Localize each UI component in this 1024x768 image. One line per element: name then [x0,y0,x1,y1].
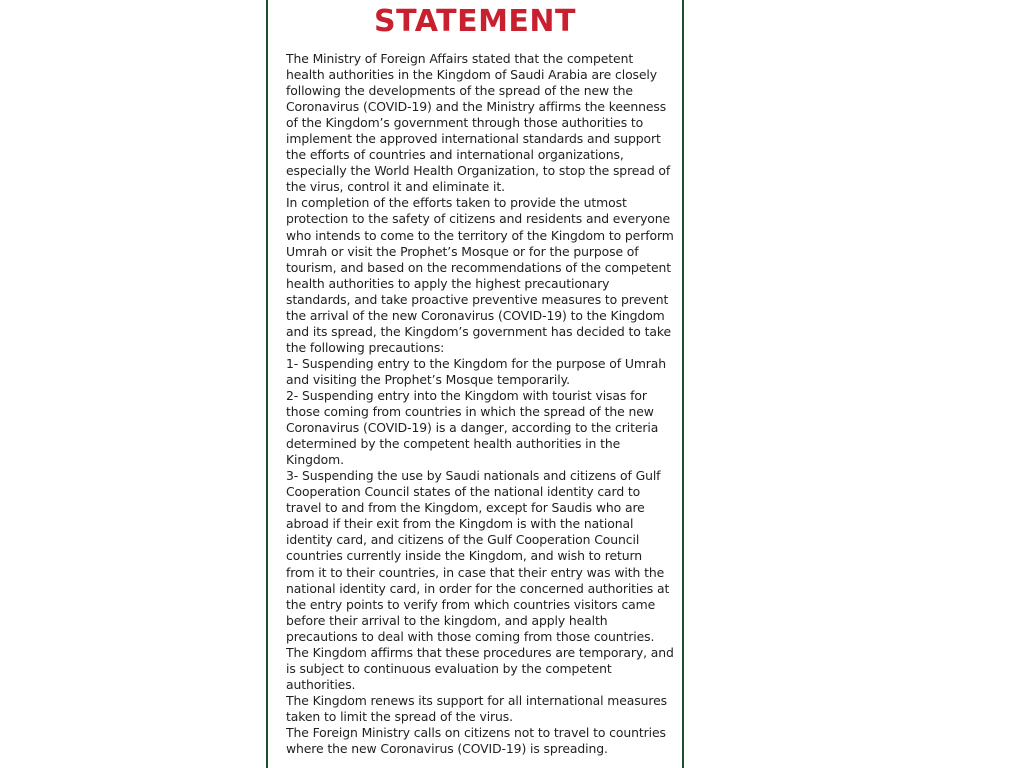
statement-line: The Foreign Ministry calls on citizens not to travel to countries [286,724,666,740]
statement-line: standards, and take proactive preventive measures to prevent [286,291,669,307]
statement-line: precautions to deal with those coming from those countries. [286,628,655,644]
statement-line: the efforts of countries and international organizations, [286,147,624,163]
statement-line: identity card, and citizens of the Gulf Cooperation Council [286,532,640,548]
statement-line: Umrah or visit the Prophet’s Mosque or for the purpose of [286,243,639,259]
statement-line: tourism, and based on the recommendations of the competent [286,259,672,275]
statement-line: The Kingdom affirms that these procedures are temporary, and [286,644,674,660]
statement-line: especially the World Health Organization, to stop the spread of [286,163,671,179]
statement-body [286,51,678,757]
statement-line: and its spread, the Kingdom’s government has decided to take [286,323,671,339]
statement-line: countries currently inside the Kingdom, and wish to return [286,548,643,564]
statement-line: from it to their countries, in case that their entry was with the [286,564,665,580]
statement-line: 1- Suspending entry to the Kingdom for the purpose of Umrah [286,355,667,371]
statement-line: the virus, control it and eliminate it. [286,179,505,195]
statement-title: STATEMENT [373,4,576,39]
statement-line: following the developments of the spread of the new the [286,83,633,99]
statement-line: protection to the safety of citizens and residents and everyone [286,211,671,227]
statement-line: national identity card, in order for the concerned authorities at [286,580,670,596]
statement-line: 3- Suspending the use by Saudi nationals and citizens of Gulf [286,468,661,484]
statement-line: those coming from countries in which the spread of the new [286,404,654,420]
statement-line: Coronavirus (COVID-19) is a danger, according to the criteria [286,420,659,436]
statement-line: Coronavirus (COVID-19) and the Ministry affirms the keenness [286,99,667,115]
statement-line: and visiting the Prophet’s Mosque temporarily. [286,371,570,387]
statement-line: health authorities to apply the highest precautionary [286,275,610,291]
statement-line: In completion of the efforts taken to provide the utmost [286,195,627,211]
statement-line: is subject to continuous evaluation by the competent [286,660,612,676]
statement-panel [266,0,684,768]
statement-line: the following precautions: [286,339,445,355]
statement-line: Kingdom. [286,452,344,468]
statement-line: abroad if their exit from the Kingdom is with the national [286,516,634,532]
statement-line: the arrival of the new Coronavirus (COVID-19) to the Kingdom [286,307,665,323]
statement-line: 2- Suspending entry into the Kingdom with tourist visas for [286,387,647,403]
statement-line: travel to and from the Kingdom, except for Saudis who are [286,500,645,516]
statement-line: The Ministry of Foreign Affairs stated that the competent [286,51,634,66]
statement-line: authorities. [286,676,356,692]
statement-line: of the Kingdom’s government through those authorities to [286,115,644,131]
statement-line: Cooperation Council states of the national identity card to [286,484,641,500]
statement-line: taken to limit the spread of the virus. [286,708,513,724]
statement-line: determined by the competent health authorities in the [286,436,621,452]
statement-line: The Kingdom renews its support for all international measures [286,692,667,708]
statement-line: implement the approved international standards and support [286,131,661,147]
statement-line: health authorities in the Kingdom of Saudi Arabia are closely [286,67,658,83]
statement-line: before their arrival to the kingdom, and apply health [286,612,608,628]
statement-line: the entry points to verify from which countries visitors came [286,596,656,612]
statement-line: who intends to come to the territory of the Kingdom to perform [286,227,674,243]
statement-line: where the new Coronavirus (COVID-19) is spreading. [286,741,608,757]
